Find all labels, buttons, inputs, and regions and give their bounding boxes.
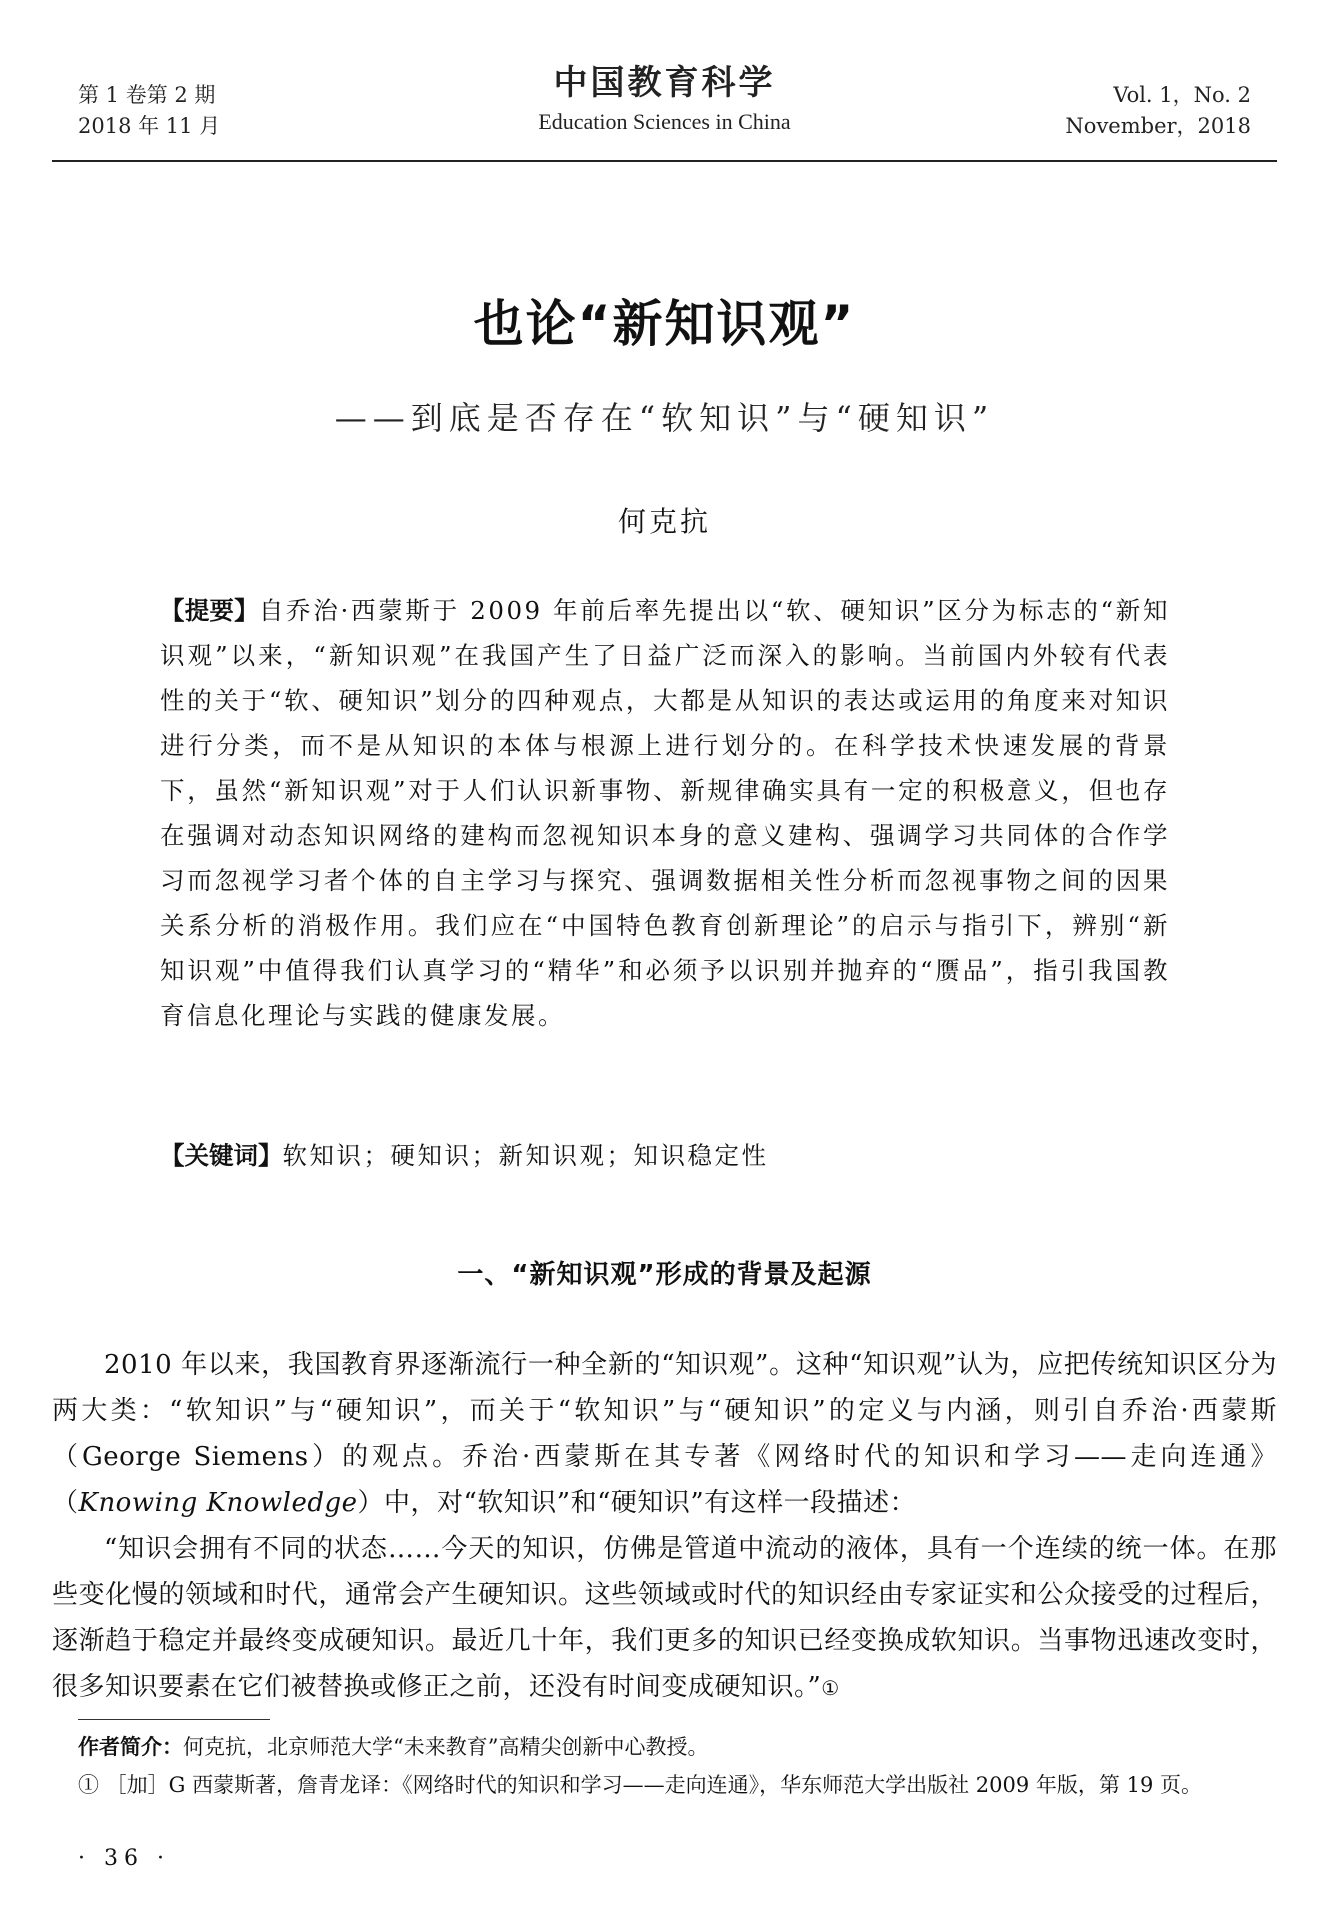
journal-name-cn: 中国教育科学 bbox=[553, 63, 776, 103]
journal-name-en: Education Sciences in China bbox=[538, 109, 791, 134]
footnote-1: ① ［加］G 西蒙斯著，詹青龙译：《网络时代的知识和学习——走向连通》，华东师范大学出版社 2009 年版，第 19 页。 bbox=[78, 1773, 1202, 1797]
keywords-text: 软知识；硬知识；新知识观；知识稳定性 bbox=[282, 1141, 769, 1170]
abstract bbox=[160, 588, 1170, 1038]
book-title-en: Knowing Knowledge bbox=[78, 1488, 358, 1518]
para1-text-a: 2010 年以来，我国教育界逐渐流行一种全新的“知识观”。这种“知识观”认为，应把传统知识区分为两大类：“软知识”与“硬知识”，而关于“软知识”与“硬知识”的定义与内涵，则引自乔治·西蒙斯（George Siemens）的观点。乔治·西蒙斯在其专著《网络时代的知识和学习——走向连通》（ bbox=[52, 1350, 1277, 1518]
article-author: 何克抗 bbox=[617, 505, 711, 538]
author-bio bbox=[78, 1730, 1278, 1764]
section-heading: 一、“新知识观”形成的背景及起源 bbox=[457, 1260, 872, 1290]
article-title: 也论“新知识观” bbox=[473, 295, 856, 353]
author-bio-label: 作者简介： bbox=[78, 1735, 183, 1759]
footnote-ref[interactable]: ① bbox=[821, 1676, 840, 1700]
para1-text-b: ）中，对“软知识”和“硬知识”有这样一段描述： bbox=[357, 1488, 917, 1518]
quote-text: “知识会拥有不同的状态……今天的知识，仿佛是管道中流动的液体，具有一个连续的统一体。在那些变化慢的领域和时代，通常会产生硬知识。这些领域或时代的知识经由专家证实和公众接受的过程后，逐渐趋于稳定并最终变成硬知识。最近几十年，我们更多的知识已经变换成软知识。当事物迅速改变时，很多知识要素在它们被替换或修正之前，还没有时间变成硬知识。” bbox=[52, 1534, 1277, 1702]
page-number: · 36 · bbox=[78, 1846, 170, 1871]
header-volume-issue-en: Vol. 1，No. 2 bbox=[1113, 83, 1251, 107]
article-subtitle: ——到底是否存在“软知识”与“硬知识” bbox=[334, 399, 995, 437]
body-text bbox=[52, 1342, 1277, 1711]
abstract-text: 自乔治·西蒙斯于 2009 年前后率先提出以“软、硬知识”区分为标志的“新知识观”以来，“新知识观”在我国产生了日益广泛而深入的影响。当前国内外较有代表性的关于“软、硬知识”划分的四种观点，大都是从知识的表达或运用的角度来对知识进行分类，而不是从知识的本体与根源上进行划分的。在科学技术快速发展的背景下，虽然“新知识观”对于人们认识新事物、新规律确实具有一定的积极意义，但也存在强调对动态知识网络的建构而忽视知识本身的意义建构、强调学习共同体的合作学习而忽视学习者个体的自主学习与探究、强调数据相关性分析而忽视事物之间的因果关系分析的消极作用。我们应在“中国特色教育创新理论”的启示与指引下，辨别“新知识观”中值得我们认真学习的“精华”和必须予以识别并抛弃的“赝品”，指引我国教育信息化理论与实践的健康发展。 bbox=[160, 596, 1171, 1030]
abstract-label: 【提要】 bbox=[160, 596, 259, 625]
header-date-en: November，2018 bbox=[1065, 114, 1251, 138]
footnote-rule bbox=[78, 1719, 270, 1720]
body-paragraph-quote bbox=[52, 1526, 1277, 1711]
header-issue-info-en bbox=[1065, 80, 1251, 142]
body-paragraph bbox=[52, 1342, 1277, 1526]
header-rule bbox=[52, 160, 1277, 162]
footnotes bbox=[78, 1730, 1278, 1802]
author-bio-text: 何克抗，北京师范大学“未来教育”高精尖创新中心教授。 bbox=[183, 1735, 709, 1759]
header-volume-issue: 第 1 卷第 2 期 bbox=[78, 83, 216, 107]
keywords-label: 【关键词】 bbox=[160, 1141, 283, 1170]
keywords bbox=[160, 1136, 1170, 1176]
header-date: 2018 年 11 月 bbox=[78, 114, 221, 138]
